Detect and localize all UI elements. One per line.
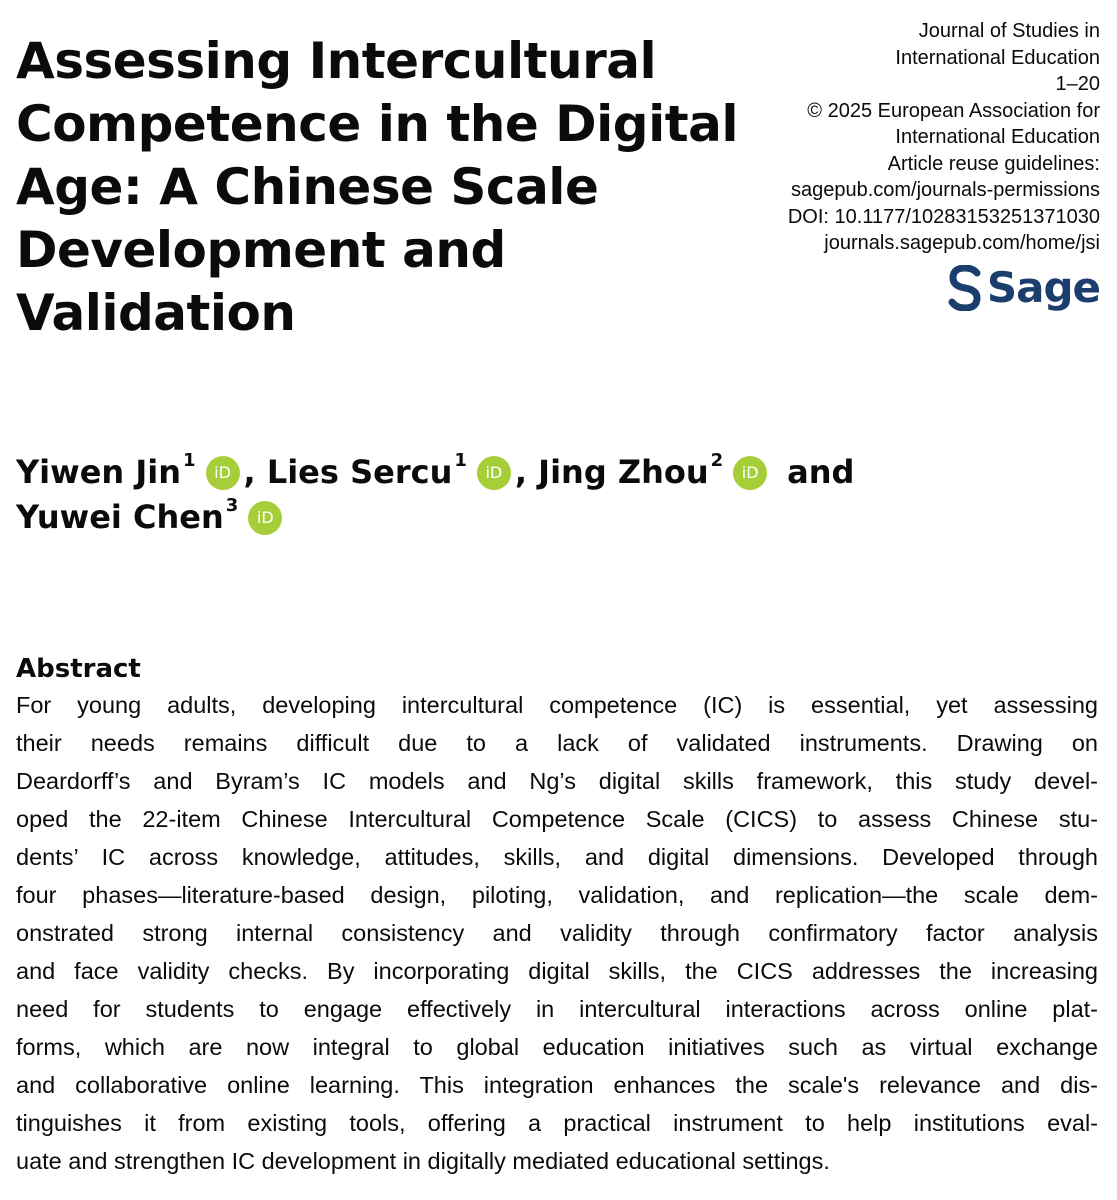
author-name: Jing Zhou xyxy=(538,453,709,491)
author-separator: , xyxy=(243,453,256,491)
permissions-link[interactable]: sagepub.com/journals-permissions xyxy=(790,179,1100,201)
abstract-line: onstrated strong internal consistency and validity through confirmatory factor analysis xyxy=(16,920,1098,946)
abstract-line: For young adults, developing intercultural competence (IC) is essential, yet assessing xyxy=(16,692,1098,718)
author-name: Lies Sercu xyxy=(266,453,453,491)
author-affiliation: 2 xyxy=(710,450,724,471)
doi[interactable]: DOI: 10.1177/10283153251371030 xyxy=(787,205,1100,228)
title-line: Age: A Chinese Scale xyxy=(16,158,599,216)
abstract-line: four phases—literature-based design, piloting, validation, and replication—the scale dem- xyxy=(16,882,1098,908)
journal-name: International Education xyxy=(895,46,1100,69)
title-line: Validation xyxy=(16,284,296,342)
abstract-line: forms, which are now integral to global education initiatives such as virtual exchange xyxy=(16,1034,1098,1060)
sage-logo xyxy=(947,262,1100,314)
author-name: Yiwen Jin xyxy=(16,453,181,491)
title-line: Development and xyxy=(16,221,506,279)
author-line xyxy=(16,495,1016,540)
copyright: © 2025 European Association for xyxy=(807,99,1100,122)
author-conjunction: and xyxy=(787,453,855,491)
abstract-line: Deardorff’s and Byram’s IC models and Ng’s digital skills framework, this study devel- xyxy=(16,768,1098,794)
abstract-line: dents’ IC across knowledge, attitudes, skills, and digital dimensions. Developed through xyxy=(16,844,1098,870)
reuse-label: Article reuse guidelines: xyxy=(887,152,1100,175)
sage-s-icon xyxy=(947,265,983,311)
title-line: Assessing Intercultural xyxy=(16,32,657,90)
author-separator: , xyxy=(514,453,528,491)
abstract-line: and collaborative online learning. This integration enhances the scale's relevance and dis- xyxy=(16,1072,1098,1098)
orcid-icon[interactable]: iD xyxy=(248,501,282,535)
page-range: 1–20 xyxy=(1055,73,1100,95)
journal-name: Journal of Studies in xyxy=(918,20,1100,42)
abstract-line: and face validity checks. By incorporating digital skills, the CICS addresses the increasing xyxy=(16,958,1098,984)
author-line xyxy=(16,450,1016,495)
orcid-icon[interactable]: iD xyxy=(477,456,511,490)
abstract-line: oped the 22-item Chinese Intercultural Competence Scale (CICS) to assess Chinese stu- xyxy=(16,806,1098,832)
copyright: International Education xyxy=(895,126,1100,148)
author-name: Yuwei Chen xyxy=(16,498,224,536)
author-list xyxy=(16,450,1016,540)
abstract-line: uate and strengthen IC development in digitally mediated educational settings. xyxy=(16,1148,830,1174)
abstract-line: their needs remains difficult due to a lack of validated instruments. Drawing on xyxy=(16,730,1098,756)
author-affiliation: 1 xyxy=(454,450,467,471)
abstract-line: tinguishes it from existing tools, offering a practical instrument to help institutions eval- xyxy=(16,1110,1098,1136)
author-affiliation: 1 xyxy=(182,450,196,471)
title-line: Competence in the Digital xyxy=(16,95,739,153)
journal-info xyxy=(680,18,1100,257)
abstract-body xyxy=(16,686,1098,1180)
journal-home-link[interactable]: journals.sagepub.com/home/jsi xyxy=(824,232,1100,254)
article-title xyxy=(16,30,739,345)
abstract-line: need for students to engage effectively in intercultural interactions across online plat- xyxy=(16,996,1098,1022)
sage-logo-text: Sage xyxy=(986,263,1100,312)
orcid-icon[interactable]: iD xyxy=(733,456,767,490)
author-affiliation: 3 xyxy=(225,495,239,516)
abstract-heading: Abstract xyxy=(16,654,141,684)
orcid-icon[interactable]: iD xyxy=(206,456,240,490)
